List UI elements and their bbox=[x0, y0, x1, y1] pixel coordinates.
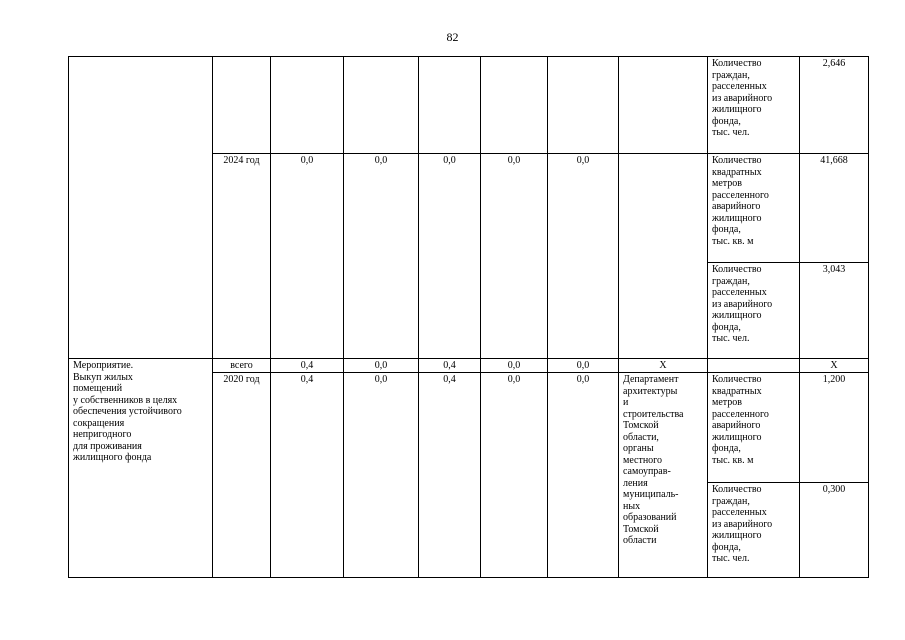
value-cell bbox=[419, 57, 481, 154]
year-cell: 2024 год bbox=[213, 154, 271, 359]
value-cell: 0,0 bbox=[344, 154, 419, 359]
value-cell: 0,0 bbox=[344, 359, 419, 373]
executor-cell: X bbox=[619, 359, 708, 373]
value-cell: 0,0 bbox=[481, 154, 548, 359]
indicator-value-cell: 41,668 bbox=[800, 154, 869, 263]
indicator-value-cell: 2,646 bbox=[800, 57, 869, 154]
value-cell: 0,0 bbox=[548, 373, 619, 578]
value-cell: 0,0 bbox=[548, 359, 619, 373]
table-row bbox=[69, 57, 869, 154]
executor-cell bbox=[619, 57, 708, 154]
indicator-value-cell: 1,200 bbox=[800, 373, 869, 483]
year-cell bbox=[213, 57, 271, 154]
indicator-name-cell: Количество квадратных метров расселенного аварийного жилищного фонда, тыс. кв. м bbox=[708, 373, 800, 483]
value-cell: 0,4 bbox=[419, 359, 481, 373]
table-row bbox=[69, 359, 869, 373]
indicator-name-cell: Количество граждан, расселенных из аварийного жилищного фонда, тыс. чел. bbox=[708, 483, 800, 578]
value-cell: 0,4 bbox=[419, 373, 481, 578]
value-cell bbox=[481, 57, 548, 154]
value-cell: 0,0 bbox=[344, 373, 419, 578]
year-cell: 2020 год bbox=[213, 373, 271, 578]
value-cell: 0,0 bbox=[271, 154, 344, 359]
year-cell: всего bbox=[213, 359, 271, 373]
value-cell: 0,0 bbox=[548, 154, 619, 359]
program-table bbox=[68, 56, 869, 578]
executor-cell bbox=[619, 154, 708, 359]
value-cell: 0,0 bbox=[481, 373, 548, 578]
value-cell: 0,4 bbox=[271, 373, 344, 578]
value-cell: 0,4 bbox=[271, 359, 344, 373]
measure-name-cell bbox=[69, 57, 213, 359]
indicator-value-cell: 0,300 bbox=[800, 483, 869, 578]
value-cell: 0,0 bbox=[481, 359, 548, 373]
indicator-name-cell: Количество граждан, расселенных из аварийного жилищного фонда, тыс. чел. bbox=[708, 57, 800, 154]
value-cell bbox=[271, 57, 344, 154]
page-number: 82 bbox=[446, 30, 459, 44]
indicator-value-cell: 3,043 bbox=[800, 263, 869, 359]
indicator-name-cell: Количество граждан, расселенных из аварийного жилищного фонда, тыс. чел. bbox=[708, 263, 800, 359]
indicator-name-cell bbox=[708, 359, 800, 373]
measure-name-cell: Мероприятие. Выкуп жилых помещений у собственников в целях обеспечения устойчивого сокращения непригодного для проживания жилищного фонда bbox=[69, 359, 213, 578]
indicator-name-cell: Количество квадратных метров расселенного аварийного жилищного фонда, тыс. кв. м bbox=[708, 154, 800, 263]
executor-cell: Департамент архитектуры и строительства Томской области, органы местного самоуправ- ления муниципаль- ных образований Томской области bbox=[619, 373, 708, 578]
value-cell bbox=[344, 57, 419, 154]
indicator-value-cell: X bbox=[800, 359, 869, 373]
value-cell bbox=[548, 57, 619, 154]
value-cell: 0,0 bbox=[419, 154, 481, 359]
